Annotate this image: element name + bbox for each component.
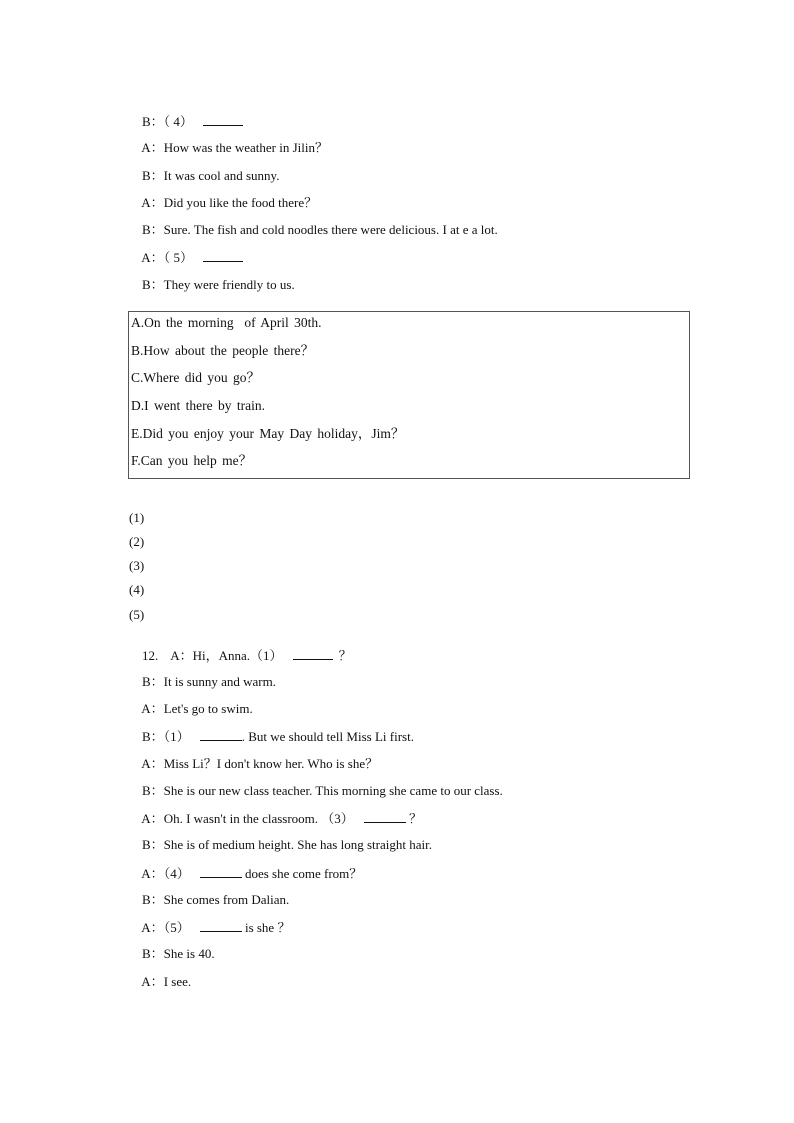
answer-slot-5: (5) [129, 607, 145, 622]
line-text: （ 5） [163, 250, 193, 265]
line-text: （4） [163, 866, 190, 881]
speaker-label: B： [142, 729, 164, 744]
speaker-label: B： [142, 892, 164, 907]
option-c: C.Where did you go？ [131, 370, 260, 385]
line-text: Oh. I wasn't in the classroom. （3） [163, 811, 354, 826]
speaker-label: B： [142, 168, 164, 183]
line-text: （5） [163, 920, 190, 935]
option-e: E.Did you enjoy your May Day holiday，Jim？ [131, 426, 405, 441]
speaker-label: A： [170, 648, 193, 663]
line-text: Miss Li？I don't know her. Who is she？ [163, 756, 379, 771]
line-text: How was the weather in Jilin？ [163, 140, 328, 155]
speaker-label: A： [141, 756, 164, 771]
answer-slot-4: (4) [129, 582, 145, 597]
speaker-label: B： [142, 114, 164, 129]
options-box [128, 311, 690, 479]
line-text-after: . But we should tell Miss Li first. [241, 729, 414, 744]
line-text: She is of medium height. She has long straight hair. [163, 837, 432, 852]
line-text: Hi，Anna.（1） [192, 648, 283, 663]
line-text-after: is she ？ [241, 920, 291, 935]
question-number: 12. [142, 648, 159, 663]
line-text: Sure. The fish and cold noodles there were delicious. I at e a lot. [163, 222, 498, 237]
line-text: She is 40. [163, 946, 215, 961]
speaker-label: B： [142, 222, 164, 237]
speaker-label: A： [141, 701, 164, 716]
line-text: I see. [163, 974, 192, 989]
speaker-label: A： [141, 866, 164, 881]
answer-slot-3: (3) [129, 558, 145, 573]
speaker-label: A： [141, 195, 164, 210]
dialogue-line [129, 261, 295, 309]
speaker-label: B： [142, 277, 164, 292]
line-text: （1） [163, 729, 190, 744]
speaker-label: A： [141, 974, 164, 989]
line-text-after: does she come from？ [241, 866, 363, 881]
option-f: F.Can you help me？ [131, 453, 253, 468]
line-text: They were friendly to us. [163, 277, 295, 292]
line-text-after: ？ [405, 811, 423, 826]
line-text: Let's go to swim. [163, 701, 253, 716]
line-text: She comes from Dalian. [163, 892, 290, 907]
speaker-label: A： [141, 250, 164, 265]
line-text: She is our new class teacher. This morning she came to our class. [163, 783, 503, 798]
speaker-label: A： [141, 140, 164, 155]
speaker-label: B： [142, 837, 164, 852]
speaker-label: A： [141, 811, 164, 826]
speaker-label: B： [142, 674, 164, 689]
answer-slot-1: (1) [129, 510, 145, 525]
dialogue-line [129, 958, 191, 1006]
line-text: （ 4） [163, 114, 193, 129]
option-d: D.I went there by train. [131, 398, 265, 413]
line-text: It was cool and sunny. [163, 168, 280, 183]
answer-slot-2: (2) [129, 534, 145, 549]
line-text-after: ？ [338, 648, 352, 663]
speaker-label: B： [142, 783, 164, 798]
line-text: Did you like the food there？ [163, 195, 318, 210]
answer-blank[interactable] [293, 647, 333, 660]
option-a: A.On the morning of April 30th. [131, 315, 322, 330]
speaker-label: A： [141, 920, 164, 935]
option-b: B.How about the people there？ [131, 343, 315, 358]
line-text: It is sunny and warm. [163, 674, 276, 689]
speaker-label: B： [142, 946, 164, 961]
